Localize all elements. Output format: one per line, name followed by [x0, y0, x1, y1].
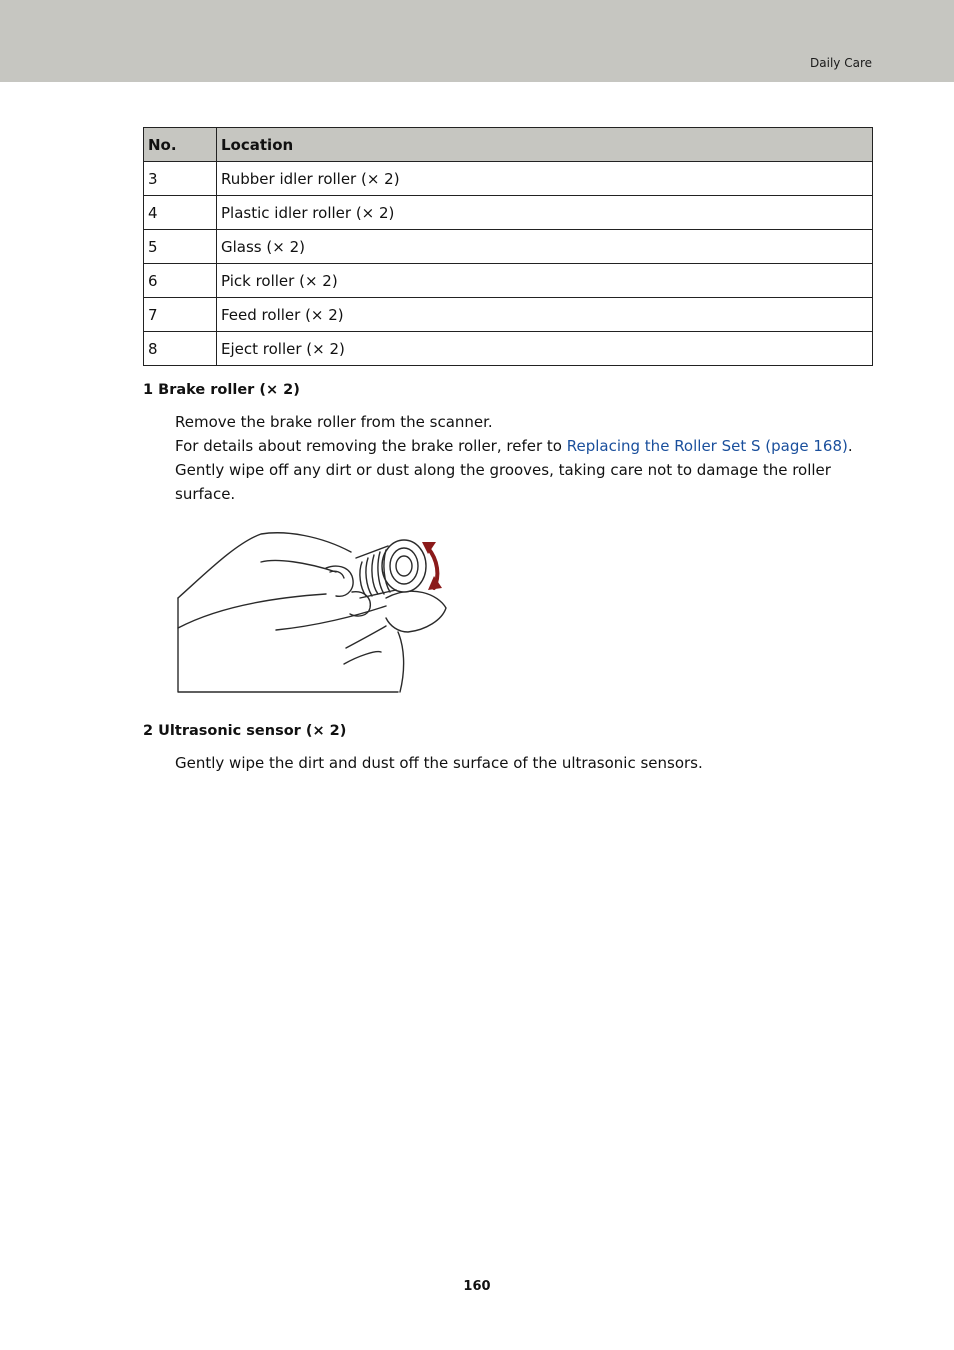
- body-line: Remove the brake roller from the scanner.: [175, 413, 493, 431]
- row-location: Eject roller (× 2): [217, 332, 873, 366]
- table-header-row: [144, 128, 873, 162]
- section-body-brake-roller: [175, 410, 865, 506]
- row-number: 5: [144, 230, 217, 264]
- row-number: 6: [144, 264, 217, 298]
- row-location: Glass (× 2): [217, 230, 873, 264]
- column-header-no: No.: [144, 128, 217, 162]
- section-heading-ultrasonic-sensor: 2 Ultrasonic sensor (× 2): [143, 723, 347, 739]
- link-prefix: For details about removing the brake roller, refer to: [175, 437, 567, 455]
- row-number: 7: [144, 298, 217, 332]
- replacing-roller-set-link[interactable]: Replacing the Roller Set S (page 168): [566, 437, 848, 455]
- body-line: Gently wipe the dirt and dust off the surface of the ultrasonic sensors.: [175, 754, 703, 772]
- body-line: surface.: [175, 485, 236, 503]
- table-row: [144, 264, 873, 298]
- table-row: [144, 332, 873, 366]
- table-row: [144, 230, 873, 264]
- link-suffix: .: [847, 437, 853, 455]
- location-table: [143, 127, 873, 366]
- row-location: Pick roller (× 2): [217, 264, 873, 298]
- brake-roller-cleaning-illustration: [176, 528, 452, 694]
- section-heading-brake-roller: 1 Brake roller (× 2): [143, 382, 300, 398]
- row-number: 8: [144, 332, 217, 366]
- header-title: Daily Care: [810, 56, 872, 70]
- table-row: [144, 162, 873, 196]
- row-location: Plastic idler roller (× 2): [217, 196, 873, 230]
- column-header-location: Location: [217, 128, 873, 162]
- row-location: Feed roller (× 2): [217, 298, 873, 332]
- row-location: Rubber idler roller (× 2): [217, 162, 873, 196]
- body-line-with-link: [175, 434, 865, 458]
- row-number: 4: [144, 196, 217, 230]
- page-number: 160: [463, 1279, 491, 1294]
- body-line: Gently wipe off any dirt or dust along the grooves, taking care not to damage the roller: [175, 461, 831, 479]
- table-row: [144, 196, 873, 230]
- table-row: [144, 298, 873, 332]
- section-body-ultrasonic-sensor: [175, 751, 865, 775]
- row-number: 3: [144, 162, 217, 196]
